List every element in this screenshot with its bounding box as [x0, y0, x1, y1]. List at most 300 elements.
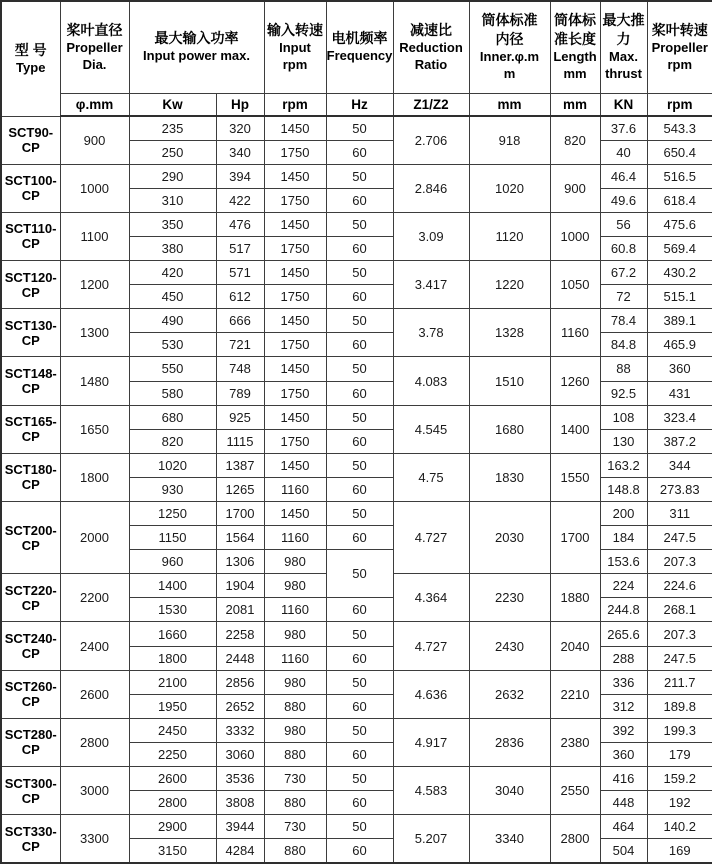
col-header-frequency-en: Frequency [326, 48, 393, 64]
unit-kw: Kw [129, 93, 216, 116]
frequency-cell: 60 [326, 236, 393, 260]
kw-cell: 290 [129, 164, 216, 188]
reduction-ratio-cell: 4.727 [393, 502, 469, 574]
hp-cell: 320 [216, 116, 264, 140]
inner-dia-cell: 3340 [469, 815, 550, 863]
inner-dia-cell: 1510 [469, 357, 550, 405]
frequency-cell: 50 [326, 550, 393, 598]
propeller-dia-cell: 1000 [60, 164, 129, 212]
propeller-rpm-cell: 311 [647, 502, 712, 526]
propeller-rpm-cell: 140.2 [647, 815, 712, 839]
hp-cell: 394 [216, 164, 264, 188]
model-cell: SCT120-CP [1, 261, 60, 309]
kw-cell: 820 [129, 429, 216, 453]
max-thrust-cell: 336 [600, 670, 647, 694]
hp-cell: 2652 [216, 694, 264, 718]
header-row-units [1, 93, 712, 116]
model-cell: SCT110-CP [1, 212, 60, 260]
col-header-reduction-ratio-en: Reduction Ratio [399, 39, 463, 72]
max-thrust-cell: 88 [600, 357, 647, 381]
hp-cell: 340 [216, 140, 264, 164]
model-cell: SCT100-CP [1, 164, 60, 212]
propeller-rpm-cell: 199.3 [647, 718, 712, 742]
hp-cell: 1115 [216, 429, 264, 453]
col-header-propeller-dia-en: Propeller Dia. [66, 39, 123, 72]
propeller-dia-cell: 2200 [60, 574, 129, 622]
propeller-rpm-cell: 543.3 [647, 116, 712, 140]
frequency-cell: 50 [326, 815, 393, 839]
hp-cell: 3944 [216, 815, 264, 839]
hp-cell: 1387 [216, 453, 264, 477]
input-rpm-cell: 1450 [264, 309, 326, 333]
propeller-rpm-cell: 211.7 [647, 670, 712, 694]
input-rpm-cell: 1450 [264, 405, 326, 429]
kw-cell: 310 [129, 188, 216, 212]
spec-row [1, 767, 712, 791]
model-cell: SCT200-CP [1, 502, 60, 574]
propeller-rpm-cell: 179 [647, 742, 712, 766]
max-thrust-cell: 148.8 [600, 477, 647, 501]
kw-cell: 250 [129, 140, 216, 164]
reduction-ratio-cell: 4.364 [393, 574, 469, 622]
kw-cell: 2800 [129, 791, 216, 815]
hp-cell: 1306 [216, 550, 264, 574]
unit-propeller-dia: φ.mm [60, 93, 129, 116]
kw-cell: 235 [129, 116, 216, 140]
input-rpm-cell: 1750 [264, 236, 326, 260]
max-thrust-cell: 92.5 [600, 381, 647, 405]
col-header-frequency-zh: 电机频率 [331, 30, 388, 47]
col-header-length [550, 1, 600, 93]
col-header-input-power-en: Input power max. [143, 48, 250, 64]
propeller-dia-cell: 900 [60, 116, 129, 164]
max-thrust-cell: 416 [600, 767, 647, 791]
inner-dia-cell: 2836 [469, 718, 550, 766]
hp-cell: 2081 [216, 598, 264, 622]
hp-cell: 1700 [216, 502, 264, 526]
hp-cell: 2448 [216, 646, 264, 670]
max-thrust-cell: 288 [600, 646, 647, 670]
frequency-cell: 60 [326, 646, 393, 670]
reduction-ratio-cell: 4.917 [393, 718, 469, 766]
max-thrust-cell: 56 [600, 212, 647, 236]
frequency-cell: 60 [326, 742, 393, 766]
col-header-inner-dia [469, 1, 550, 93]
propeller-rpm-cell: 618.4 [647, 188, 712, 212]
model-cell: SCT240-CP [1, 622, 60, 670]
max-thrust-cell: 60.8 [600, 236, 647, 260]
model-cell: SCT300-CP [1, 767, 60, 815]
kw-cell: 680 [129, 405, 216, 429]
propeller-dia-cell: 1100 [60, 212, 129, 260]
propeller-rpm-cell: 344 [647, 453, 712, 477]
max-thrust-cell: 265.6 [600, 622, 647, 646]
kw-cell: 380 [129, 236, 216, 260]
propeller-rpm-cell: 389.1 [647, 309, 712, 333]
input-rpm-cell: 880 [264, 839, 326, 863]
max-thrust-cell: 200 [600, 502, 647, 526]
input-rpm-cell: 730 [264, 767, 326, 791]
propeller-rpm-cell: 475.6 [647, 212, 712, 236]
spec-row [1, 212, 712, 236]
input-rpm-cell: 1450 [264, 261, 326, 285]
frequency-cell: 50 [326, 502, 393, 526]
header-row-main [1, 1, 712, 93]
length-cell: 1700 [550, 502, 600, 574]
propeller-rpm-cell: 159.2 [647, 767, 712, 791]
col-header-type-en: Type [16, 59, 46, 75]
propeller-rpm-cell: 516.5 [647, 164, 712, 188]
max-thrust-cell: 504 [600, 839, 647, 863]
frequency-cell: 50 [326, 212, 393, 236]
col-header-type-zh: 型 号 [14, 41, 47, 58]
max-thrust-cell: 40 [600, 140, 647, 164]
length-cell: 2040 [550, 622, 600, 670]
max-thrust-cell: 360 [600, 742, 647, 766]
length-cell: 1550 [550, 453, 600, 501]
spec-table-header [1, 1, 712, 116]
input-rpm-cell: 1160 [264, 598, 326, 622]
propeller-rpm-cell: 465.9 [647, 333, 712, 357]
input-rpm-cell: 880 [264, 694, 326, 718]
kw-cell: 490 [129, 309, 216, 333]
max-thrust-cell: 184 [600, 526, 647, 550]
hp-cell: 476 [216, 212, 264, 236]
col-header-reduction-ratio [393, 1, 469, 93]
hp-cell: 4284 [216, 839, 264, 863]
kw-cell: 2100 [129, 670, 216, 694]
hp-cell: 2856 [216, 670, 264, 694]
propeller-rpm-cell: 650.4 [647, 140, 712, 164]
reduction-ratio-cell: 4.636 [393, 670, 469, 718]
input-rpm-cell: 1750 [264, 381, 326, 405]
spec-row [1, 453, 712, 477]
hp-cell: 721 [216, 333, 264, 357]
propeller-rpm-cell: 387.2 [647, 429, 712, 453]
kw-cell: 350 [129, 212, 216, 236]
propeller-rpm-cell: 189.8 [647, 694, 712, 718]
frequency-cell: 60 [326, 333, 393, 357]
model-cell: SCT165-CP [1, 405, 60, 453]
frequency-cell: 60 [326, 285, 393, 309]
frequency-cell: 50 [326, 622, 393, 646]
col-header-length-zh: 筒体标准长度 [554, 12, 596, 48]
frequency-cell: 60 [326, 598, 393, 622]
kw-cell: 2250 [129, 742, 216, 766]
input-rpm-cell: 1750 [264, 333, 326, 357]
propeller-dia-cell: 1300 [60, 309, 129, 357]
max-thrust-cell: 130 [600, 429, 647, 453]
unit-hp: Hp [216, 93, 264, 116]
kw-cell: 1660 [129, 622, 216, 646]
inner-dia-cell: 3040 [469, 767, 550, 815]
col-header-input-rpm [264, 1, 326, 93]
unit-reduction-ratio: Z1/Z2 [393, 93, 469, 116]
inner-dia-cell: 2230 [469, 574, 550, 622]
inner-dia-cell: 918 [469, 116, 550, 164]
frequency-cell: 60 [326, 839, 393, 863]
max-thrust-cell: 224 [600, 574, 647, 598]
col-header-input-power [129, 1, 264, 93]
inner-dia-cell: 1830 [469, 453, 550, 501]
model-cell: SCT90-CP [1, 116, 60, 164]
kw-cell: 1800 [129, 646, 216, 670]
col-header-propeller-rpm [647, 1, 712, 93]
model-cell: SCT280-CP [1, 718, 60, 766]
max-thrust-cell: 244.8 [600, 598, 647, 622]
propeller-rpm-cell: 430.2 [647, 261, 712, 285]
spec-row [1, 357, 712, 381]
input-rpm-cell: 1450 [264, 357, 326, 381]
reduction-ratio-cell: 4.083 [393, 357, 469, 405]
max-thrust-cell: 78.4 [600, 309, 647, 333]
kw-cell: 3150 [129, 839, 216, 863]
col-header-max-thrust [600, 1, 647, 93]
propeller-dia-cell: 1480 [60, 357, 129, 405]
spec-row [1, 164, 712, 188]
reduction-ratio-cell: 4.545 [393, 405, 469, 453]
kw-cell: 930 [129, 477, 216, 501]
reduction-ratio-cell: 4.583 [393, 767, 469, 815]
input-rpm-cell: 1160 [264, 526, 326, 550]
inner-dia-cell: 2430 [469, 622, 550, 670]
input-rpm-cell: 880 [264, 742, 326, 766]
frequency-cell: 60 [326, 694, 393, 718]
kw-cell: 2900 [129, 815, 216, 839]
unit-max-thrust: KN [600, 93, 647, 116]
hp-cell: 571 [216, 261, 264, 285]
hp-cell: 1265 [216, 477, 264, 501]
col-header-input-rpm-en: Input rpm [279, 39, 311, 72]
max-thrust-cell: 392 [600, 718, 647, 742]
hp-cell: 789 [216, 381, 264, 405]
hp-cell: 666 [216, 309, 264, 333]
propeller-dia-cell: 1800 [60, 453, 129, 501]
propeller-rpm-cell: 207.3 [647, 622, 712, 646]
max-thrust-cell: 49.6 [600, 188, 647, 212]
inner-dia-cell: 1220 [469, 261, 550, 309]
input-rpm-cell: 1160 [264, 477, 326, 501]
frequency-cell: 50 [326, 261, 393, 285]
hp-cell: 3332 [216, 718, 264, 742]
model-cell: SCT180-CP [1, 453, 60, 501]
kw-cell: 960 [129, 550, 216, 574]
propeller-rpm-cell: 207.3 [647, 550, 712, 574]
frequency-cell: 60 [326, 140, 393, 164]
frequency-cell: 50 [326, 718, 393, 742]
propeller-dia-cell: 2600 [60, 670, 129, 718]
length-cell: 2550 [550, 767, 600, 815]
col-header-frequency [326, 1, 393, 93]
spec-row [1, 116, 712, 140]
spec-row [1, 815, 712, 839]
col-header-propeller-dia [60, 1, 129, 93]
spec-row [1, 309, 712, 333]
length-cell: 1050 [550, 261, 600, 309]
kw-cell: 1950 [129, 694, 216, 718]
max-thrust-cell: 464 [600, 815, 647, 839]
kw-cell: 2600 [129, 767, 216, 791]
propeller-rpm-cell: 569.4 [647, 236, 712, 260]
propeller-dia-cell: 2400 [60, 622, 129, 670]
input-rpm-cell: 1750 [264, 140, 326, 164]
hp-cell: 748 [216, 357, 264, 381]
hp-cell: 422 [216, 188, 264, 212]
spec-row [1, 261, 712, 285]
length-cell: 1260 [550, 357, 600, 405]
col-header-propeller-dia-zh: 桨叶直径 [66, 21, 123, 38]
model-cell: SCT148-CP [1, 357, 60, 405]
frequency-cell: 60 [326, 429, 393, 453]
hp-cell: 2258 [216, 622, 264, 646]
unit-length: mm [550, 93, 600, 116]
hp-cell: 3808 [216, 791, 264, 815]
reduction-ratio-cell: 4.75 [393, 453, 469, 501]
unit-inner-dia: mm [469, 93, 550, 116]
frequency-cell: 60 [326, 477, 393, 501]
propeller-rpm-cell: 224.6 [647, 574, 712, 598]
model-cell: SCT130-CP [1, 309, 60, 357]
reduction-ratio-cell: 3.417 [393, 261, 469, 309]
frequency-cell: 50 [326, 405, 393, 429]
frequency-cell: 50 [326, 670, 393, 694]
kw-cell: 450 [129, 285, 216, 309]
inner-dia-cell: 1680 [469, 405, 550, 453]
reduction-ratio-cell: 3.09 [393, 212, 469, 260]
hp-cell: 1564 [216, 526, 264, 550]
input-rpm-cell: 1750 [264, 285, 326, 309]
reduction-ratio-cell: 5.207 [393, 815, 469, 863]
col-header-propeller-rpm-en: Propeller rpm [651, 39, 708, 72]
kw-cell: 1400 [129, 574, 216, 598]
inner-dia-cell: 2030 [469, 502, 550, 574]
col-header-length-en: Length mm [553, 49, 597, 82]
input-rpm-cell: 880 [264, 791, 326, 815]
propeller-rpm-cell: 268.1 [647, 598, 712, 622]
spec-row [1, 670, 712, 694]
input-rpm-cell: 1450 [264, 212, 326, 236]
col-header-max-thrust-zh: 最大推力 [602, 12, 645, 48]
max-thrust-cell: 72 [600, 285, 647, 309]
kw-cell: 1250 [129, 502, 216, 526]
frequency-cell: 60 [326, 526, 393, 550]
frequency-cell: 60 [326, 188, 393, 212]
frequency-cell: 60 [326, 791, 393, 815]
length-cell: 900 [550, 164, 600, 212]
col-header-reduction-ratio-zh: 减速比 [410, 21, 452, 38]
model-cell: SCT330-CP [1, 815, 60, 863]
kw-cell: 550 [129, 357, 216, 381]
propeller-rpm-cell: 247.5 [647, 646, 712, 670]
col-header-inner-dia-en: Inner.φ.mm [479, 49, 540, 82]
frequency-cell: 50 [326, 357, 393, 381]
reduction-ratio-cell: 2.706 [393, 116, 469, 164]
input-rpm-cell: 980 [264, 622, 326, 646]
spec-row [1, 622, 712, 646]
frequency-cell: 60 [326, 381, 393, 405]
propeller-dia-cell: 2800 [60, 718, 129, 766]
model-cell: SCT260-CP [1, 670, 60, 718]
col-header-type [1, 1, 60, 116]
frequency-cell: 50 [326, 116, 393, 140]
reduction-ratio-cell: 2.846 [393, 164, 469, 212]
frequency-cell: 50 [326, 767, 393, 791]
col-header-input-rpm-zh: 输入转速 [267, 21, 323, 38]
hp-cell: 1904 [216, 574, 264, 598]
length-cell: 2380 [550, 718, 600, 766]
propeller-rpm-cell: 273.83 [647, 477, 712, 501]
kw-cell: 420 [129, 261, 216, 285]
propeller-dia-cell: 2000 [60, 502, 129, 574]
unit-frequency: Hz [326, 93, 393, 116]
col-header-inner-dia-zh: 筒体标准内径 [481, 12, 538, 48]
max-thrust-cell: 153.6 [600, 550, 647, 574]
propeller-rpm-cell: 323.4 [647, 405, 712, 429]
input-rpm-cell: 1750 [264, 188, 326, 212]
reduction-ratio-cell: 3.78 [393, 309, 469, 357]
kw-cell: 2450 [129, 718, 216, 742]
propeller-rpm-cell: 169 [647, 839, 712, 863]
model-cell: SCT220-CP [1, 574, 60, 622]
input-rpm-cell: 980 [264, 670, 326, 694]
frequency-cell: 50 [326, 453, 393, 477]
kw-cell: 1020 [129, 453, 216, 477]
kw-cell: 1530 [129, 598, 216, 622]
input-rpm-cell: 1750 [264, 429, 326, 453]
input-rpm-cell: 1450 [264, 502, 326, 526]
input-rpm-cell: 1450 [264, 453, 326, 477]
spec-row [1, 718, 712, 742]
propeller-rpm-cell: 515.1 [647, 285, 712, 309]
max-thrust-cell: 108 [600, 405, 647, 429]
input-rpm-cell: 1450 [264, 164, 326, 188]
input-rpm-cell: 1450 [264, 116, 326, 140]
input-rpm-cell: 980 [264, 718, 326, 742]
propeller-rpm-cell: 431 [647, 381, 712, 405]
hp-cell: 3536 [216, 767, 264, 791]
reduction-ratio-cell: 4.727 [393, 622, 469, 670]
kw-cell: 580 [129, 381, 216, 405]
propeller-dia-cell: 3300 [60, 815, 129, 863]
length-cell: 1400 [550, 405, 600, 453]
input-rpm-cell: 730 [264, 815, 326, 839]
propeller-rpm-cell: 247.5 [647, 526, 712, 550]
length-cell: 1000 [550, 212, 600, 260]
max-thrust-cell: 448 [600, 791, 647, 815]
inner-dia-cell: 2632 [469, 670, 550, 718]
unit-propeller-rpm: rpm [647, 93, 712, 116]
inner-dia-cell: 1020 [469, 164, 550, 212]
kw-cell: 530 [129, 333, 216, 357]
propeller-dia-cell: 1200 [60, 261, 129, 309]
max-thrust-cell: 37.6 [600, 116, 647, 140]
propeller-dia-cell: 1650 [60, 405, 129, 453]
hp-cell: 517 [216, 236, 264, 260]
input-rpm-cell: 980 [264, 574, 326, 598]
hp-cell: 925 [216, 405, 264, 429]
kw-cell: 1150 [129, 526, 216, 550]
col-header-propeller-rpm-zh: 桨叶转速 [651, 21, 708, 38]
col-header-input-power-zh: 最大输入功率 [154, 30, 239, 47]
spec-table-body [1, 116, 712, 863]
max-thrust-cell: 312 [600, 694, 647, 718]
max-thrust-cell: 46.4 [600, 164, 647, 188]
spec-row [1, 502, 712, 526]
unit-input-rpm: rpm [264, 93, 326, 116]
length-cell: 2210 [550, 670, 600, 718]
max-thrust-cell: 67.2 [600, 261, 647, 285]
inner-dia-cell: 1328 [469, 309, 550, 357]
